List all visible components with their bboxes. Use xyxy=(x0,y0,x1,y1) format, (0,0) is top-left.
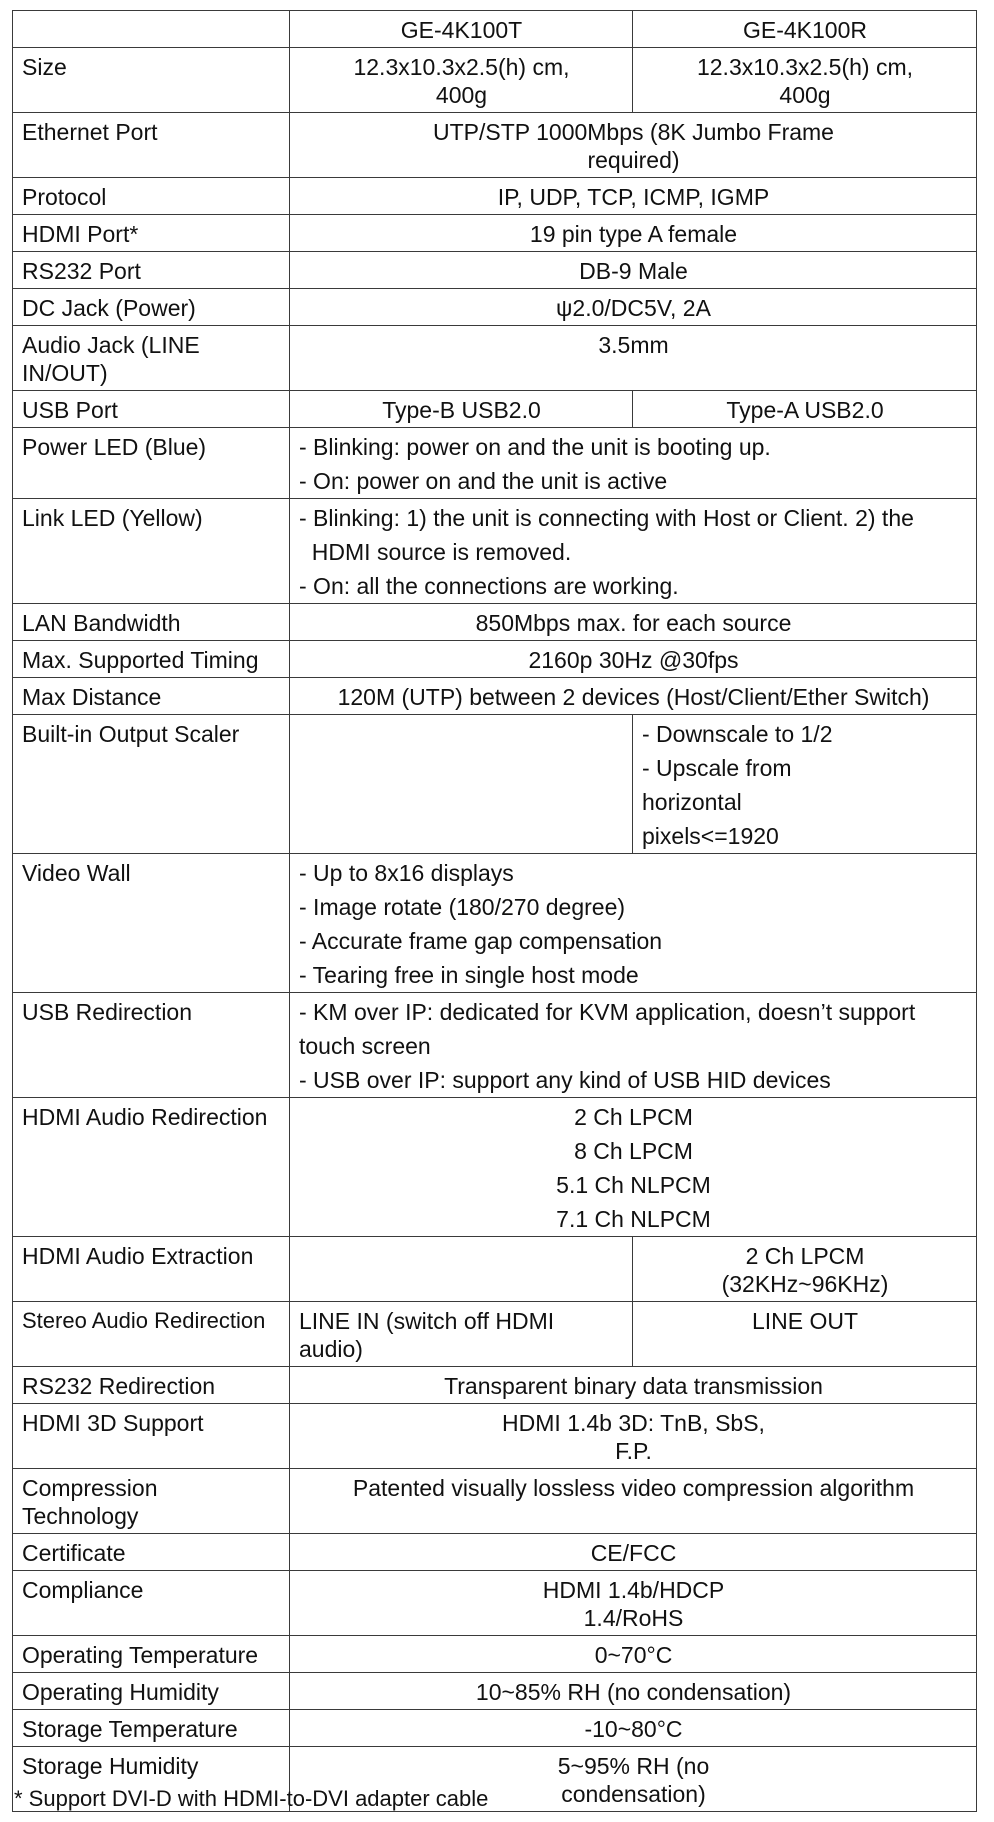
header-ge-4k100r: GE-4K100R xyxy=(633,11,977,48)
row-hdmi-port xyxy=(13,215,977,252)
header-blank xyxy=(13,11,290,48)
row-size xyxy=(13,48,977,113)
row-max-distance xyxy=(13,678,977,715)
label-ethernet-port: Ethernet Port xyxy=(13,113,290,178)
label-output-scaler: Built-in Output Scaler xyxy=(13,715,290,854)
value-stereo-audio-r: LINE OUT xyxy=(633,1302,977,1367)
value-size-r: 12.3x10.3x2.5(h) cm, 400g xyxy=(633,48,977,113)
label-compression-technology: Compression Technology xyxy=(13,1469,290,1534)
label-certificate: Certificate xyxy=(13,1534,290,1571)
value-rs232-redirection: Transparent binary data transmission xyxy=(290,1367,977,1404)
label-power-led: Power LED (Blue) xyxy=(13,428,290,499)
value-lan-bandwidth: 850Mbps max. for each source xyxy=(290,604,977,641)
value-usb-redirection: - KM over IP: dedicated for KVM application, doesn’t support touch screen - USB over IP: support any kind of USB HID devices xyxy=(290,993,977,1098)
row-rs232-port xyxy=(13,252,977,289)
row-lan-bandwidth xyxy=(13,604,977,641)
label-rs232-port: RS232 Port xyxy=(13,252,290,289)
value-usb-port-r: Type-A USB2.0 xyxy=(633,391,977,428)
row-usb-port xyxy=(13,391,977,428)
label-link-led: Link LED (Yellow) xyxy=(13,499,290,604)
value-power-led: - Blinking: power on and the unit is booting up. - On: power on and the unit is active xyxy=(290,428,977,499)
header-ge-4k100t: GE-4K100T xyxy=(290,11,633,48)
row-compression-technology xyxy=(13,1469,977,1534)
value-hdmi-audio-extraction-t xyxy=(290,1237,633,1302)
label-audio-jack: Audio Jack (LINE IN/OUT) xyxy=(13,326,290,391)
value-operating-humidity: 10~85% RH (no condensation) xyxy=(290,1673,977,1710)
spec-table xyxy=(12,10,977,1812)
value-max-supported-timing: 2160p 30Hz @30fps xyxy=(290,641,977,678)
value-stereo-audio-t: LINE IN (switch off HDMI audio) xyxy=(290,1302,633,1367)
value-dc-jack: ψ2.0/DC5V, 2A xyxy=(290,289,977,326)
value-hdmi-audio-extraction-r: 2 Ch LPCM (32KHz~96KHz) xyxy=(633,1237,977,1302)
value-hdmi-3d-support: HDMI 1.4b 3D: TnB, SbS, F.P. xyxy=(290,1404,977,1469)
label-storage-temperature: Storage Temperature xyxy=(13,1710,290,1747)
row-rs232-redirection xyxy=(13,1367,977,1404)
value-size-t: 12.3x10.3x2.5(h) cm, 400g xyxy=(290,48,633,113)
label-operating-temperature: Operating Temperature xyxy=(13,1636,290,1673)
label-protocol: Protocol xyxy=(13,178,290,215)
row-hdmi-audio-redirection xyxy=(13,1098,977,1237)
label-usb-redirection: USB Redirection xyxy=(13,993,290,1098)
row-operating-humidity xyxy=(13,1673,977,1710)
value-compression-technology: Patented visually lossless video compression algorithm xyxy=(290,1469,977,1534)
label-hdmi-audio-redirection: HDMI Audio Redirection xyxy=(13,1098,290,1237)
value-storage-temperature: -10~80°C xyxy=(290,1710,977,1747)
label-size: Size xyxy=(13,48,290,113)
row-hdmi-audio-extraction xyxy=(13,1237,977,1302)
label-dc-jack: DC Jack (Power) xyxy=(13,289,290,326)
row-video-wall xyxy=(13,854,977,993)
row-compliance xyxy=(13,1571,977,1636)
row-protocol xyxy=(13,178,977,215)
value-usb-port-t: Type-B USB2.0 xyxy=(290,391,633,428)
label-stereo-audio-redirection: Stereo Audio Redirection xyxy=(13,1302,290,1367)
row-audio-jack xyxy=(13,326,977,391)
value-rs232-port: DB-9 Male xyxy=(290,252,977,289)
row-stereo-audio-redirection xyxy=(13,1302,977,1367)
value-compliance: HDMI 1.4b/HDCP 1.4/RoHS xyxy=(290,1571,977,1636)
label-max-supported-timing: Max. Supported Timing xyxy=(13,641,290,678)
value-audio-jack: 3.5mm xyxy=(290,326,977,391)
value-ethernet-port: UTP/STP 1000Mbps (8K Jumbo Frame required) xyxy=(290,113,977,178)
row-hdmi-3d-support xyxy=(13,1404,977,1469)
label-hdmi-3d-support: HDMI 3D Support xyxy=(13,1404,290,1469)
label-operating-humidity: Operating Humidity xyxy=(13,1673,290,1710)
label-lan-bandwidth: LAN Bandwidth xyxy=(13,604,290,641)
label-video-wall: Video Wall xyxy=(13,854,290,993)
value-protocol: IP, UDP, TCP, ICMP, IGMP xyxy=(290,178,977,215)
row-link-led xyxy=(13,499,977,604)
value-operating-temperature: 0~70°C xyxy=(290,1636,977,1673)
label-rs232-redirection: RS232 Redirection xyxy=(13,1367,290,1404)
value-certificate: CE/FCC xyxy=(290,1534,977,1571)
row-usb-redirection xyxy=(13,993,977,1098)
value-hdmi-port: 19 pin type A female xyxy=(290,215,977,252)
value-max-distance: 120M (UTP) between 2 devices (Host/Client/Ether Switch) xyxy=(290,678,977,715)
label-max-distance: Max Distance xyxy=(13,678,290,715)
label-hdmi-port: HDMI Port* xyxy=(13,215,290,252)
row-power-led xyxy=(13,428,977,499)
row-storage-temperature xyxy=(13,1710,977,1747)
row-operating-temperature xyxy=(13,1636,977,1673)
row-max-supported-timing xyxy=(13,641,977,678)
label-usb-port: USB Port xyxy=(13,391,290,428)
row-output-scaler xyxy=(13,715,977,854)
footnote: * Support DVI-D with HDMI-to-DVI adapter cable xyxy=(14,1786,489,1811)
header-row xyxy=(13,11,977,48)
label-compliance: Compliance xyxy=(13,1571,290,1636)
row-dc-jack xyxy=(13,289,977,326)
value-video-wall: - Up to 8x16 displays - Image rotate (180/270 degree) - Accurate frame gap compensation - Tearing free in single host mode xyxy=(290,854,977,993)
value-output-scaler-r: - Downscale to 1/2 - Upscale from horizontal pixels<=1920 xyxy=(633,715,977,854)
value-hdmi-audio-redirection: 2 Ch LPCM 8 Ch LPCM 5.1 Ch NLPCM 7.1 Ch NLPCM xyxy=(290,1098,977,1237)
label-hdmi-audio-extraction: HDMI Audio Extraction xyxy=(13,1237,290,1302)
value-link-led: - Blinking: 1) the unit is connecting with Host or Client. 2) the HDMI source is removed. - On: all the connections are working. xyxy=(290,499,977,604)
row-ethernet-port xyxy=(13,113,977,178)
row-certificate xyxy=(13,1534,977,1571)
label-storage-humidity: Storage Humidity xyxy=(13,1747,290,1812)
value-storage-humidity: 5~95% RH (no condensation) xyxy=(290,1747,977,1812)
value-output-scaler-t xyxy=(290,715,633,854)
